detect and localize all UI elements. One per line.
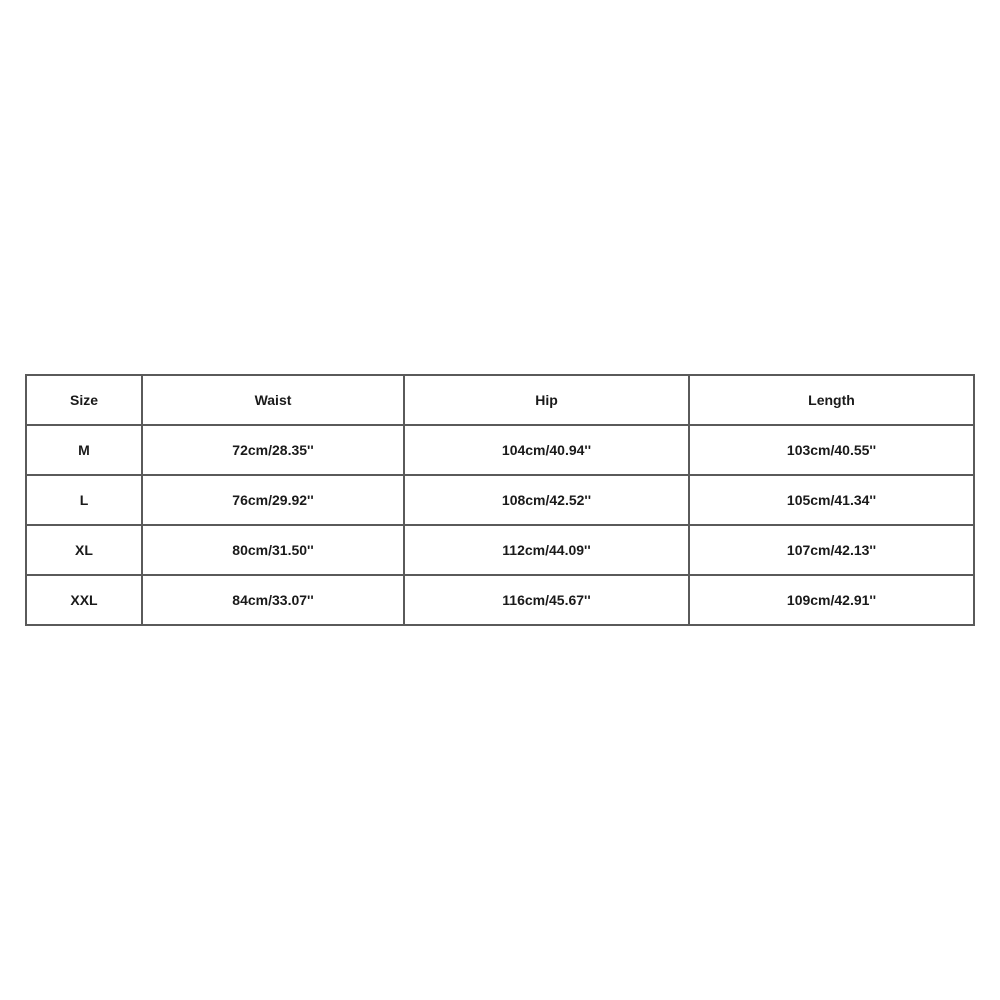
table-row [26,425,974,475]
cell-waist: 80cm/31.50'' [142,525,404,575]
header-hip: Hip [404,375,689,425]
cell-waist: 76cm/29.92'' [142,475,404,525]
cell-size: M [26,425,142,475]
header-waist: Waist [142,375,404,425]
table-row [26,475,974,525]
header-length: Length [689,375,974,425]
table-row [26,575,974,625]
cell-waist: 72cm/28.35'' [142,425,404,475]
cell-length: 103cm/40.55'' [689,425,974,475]
cell-length: 109cm/42.91'' [689,575,974,625]
size-chart-table [25,374,975,626]
cell-size: L [26,475,142,525]
cell-hip: 116cm/45.67'' [404,575,689,625]
cell-hip: 104cm/40.94'' [404,425,689,475]
cell-size: XL [26,525,142,575]
cell-size: XXL [26,575,142,625]
table-row [26,525,974,575]
cell-waist: 84cm/33.07'' [142,575,404,625]
cell-hip: 112cm/44.09'' [404,525,689,575]
header-size: Size [26,375,142,425]
cell-hip: 108cm/42.52'' [404,475,689,525]
cell-length: 105cm/41.34'' [689,475,974,525]
cell-length: 107cm/42.13'' [689,525,974,575]
table-header-row [26,375,974,425]
